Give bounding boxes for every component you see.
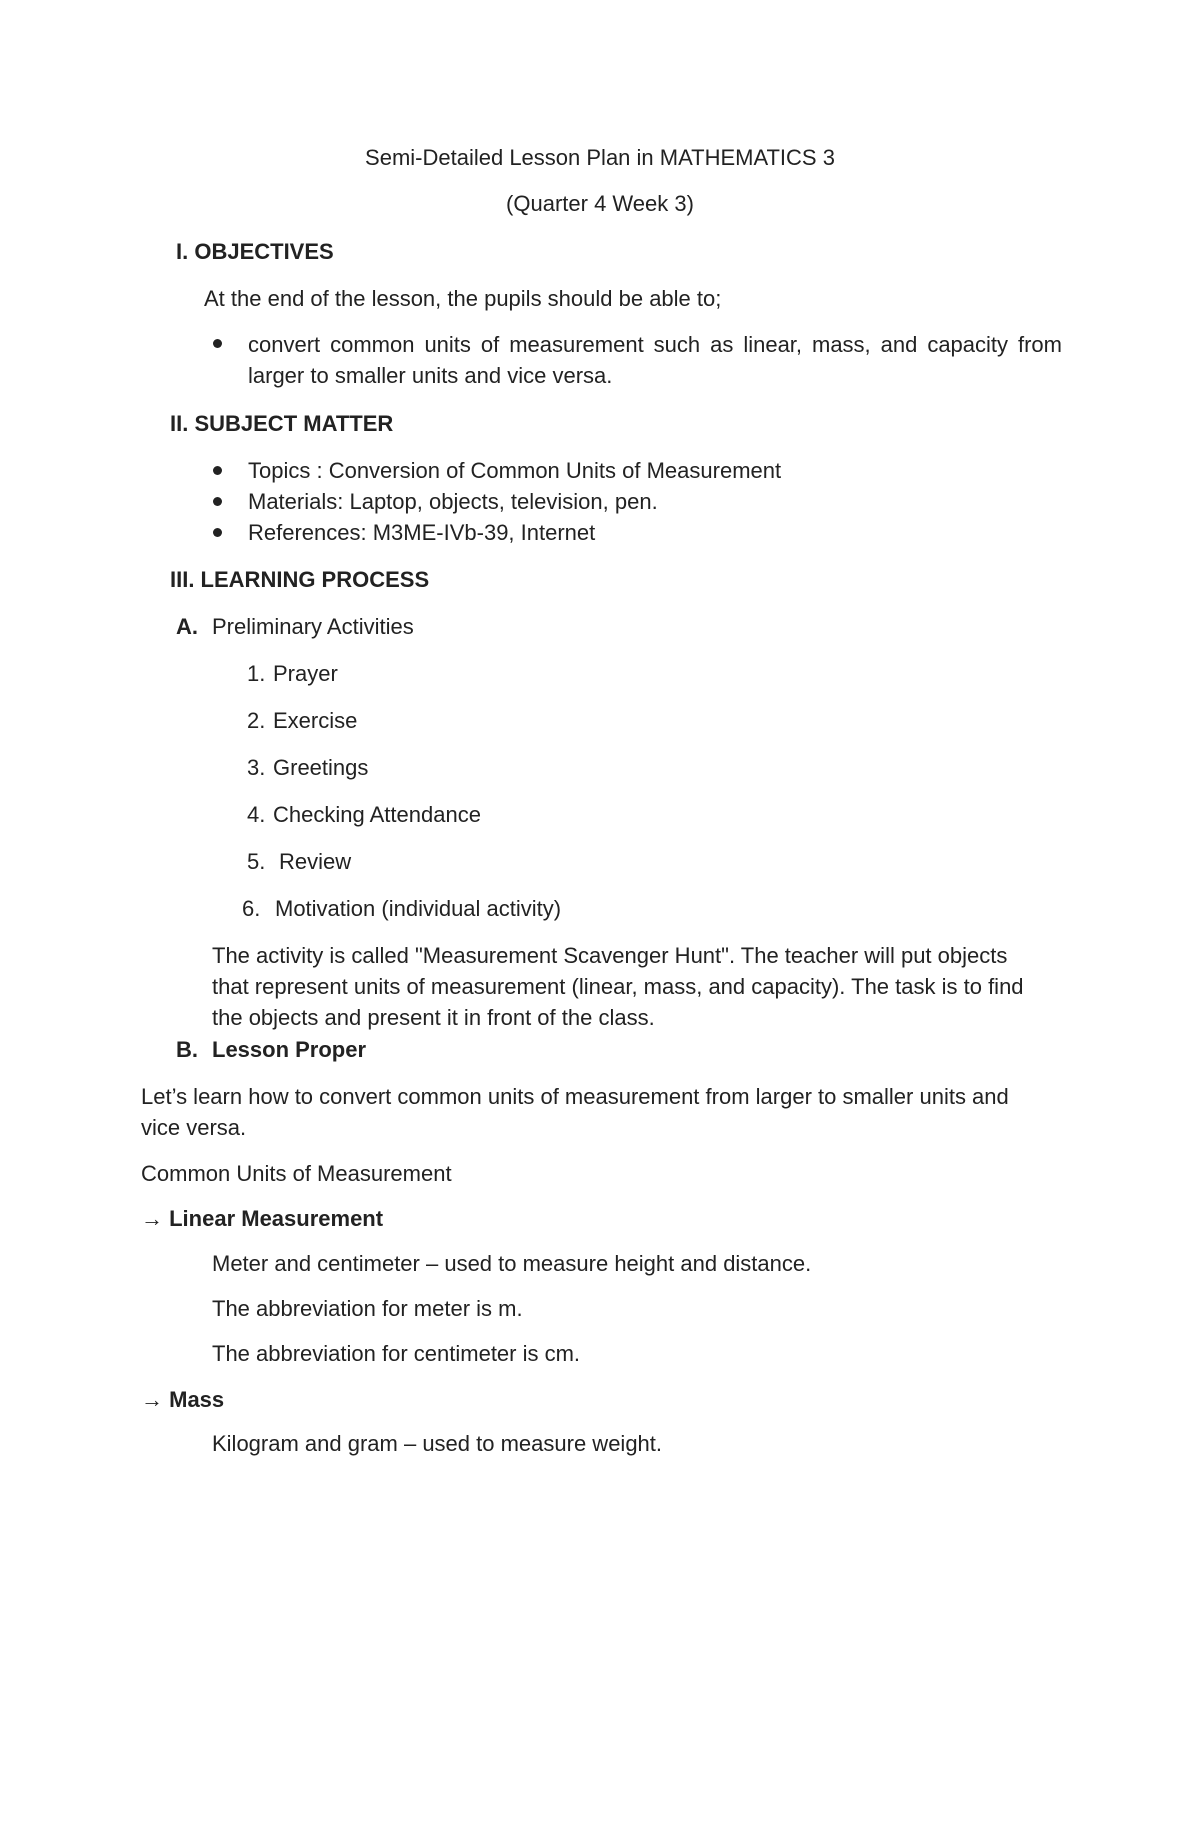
linear-line: The abbreviation for meter is m. <box>212 1296 523 1321</box>
preliminary-letter: A. <box>176 614 198 639</box>
step-number: 2. <box>247 708 266 733</box>
step-number: 4. <box>247 802 266 827</box>
lesson-proper-letter: B. <box>176 1037 198 1062</box>
step-text: Motivation (individual activity) <box>275 896 562 921</box>
bullet-icon <box>213 528 222 537</box>
objectives-intro: At the end of the lesson, the pupils should be able to; <box>204 286 722 311</box>
step-number: 6. <box>242 896 261 921</box>
lesson-proper-title: Lesson Proper <box>212 1037 367 1062</box>
subject-matter-topics: Topics : Conversion of Common Units of Measurement <box>248 458 782 483</box>
objectives-heading: I. OBJECTIVES <box>176 239 334 264</box>
linear-heading: → Linear Measurement <box>141 1206 384 1231</box>
step-number: 5. <box>247 849 266 874</box>
linear-line: Meter and centimeter – used to measure height and distance. <box>212 1251 812 1276</box>
step-text: Review <box>279 849 352 874</box>
activity-description: The activity is called "Measurement Scavenger Hunt". The teacher will put objects that represent units of measurement (linear, mass, and capacity). The task is to find the objects and present it in front of the class. <box>212 943 1024 1031</box>
subject-matter-references: References: M3ME-IVb-39, Internet <box>248 520 596 545</box>
bullet-icon <box>213 466 222 475</box>
step-number: 3. <box>247 755 266 780</box>
step-text: Exercise <box>273 708 358 733</box>
bullet-icon <box>213 497 222 506</box>
step-text: Checking Attendance <box>273 802 481 827</box>
subject-matter-heading: II. SUBJECT MATTER <box>170 411 394 436</box>
mass-heading: → Mass <box>141 1387 225 1412</box>
learning-process-heading: III. LEARNING PROCESS <box>170 567 430 592</box>
linear-line: The abbreviation for centimeter is cm. <box>212 1341 581 1366</box>
units-heading: Common Units of Measurement <box>141 1161 452 1186</box>
objective-item: convert common units of measurement such as linear, mass, and capacity from larger to smaller units and vice versa. <box>248 332 1062 389</box>
subject-matter-materials: Materials: Laptop, objects, television, pen. <box>248 489 658 514</box>
step-text: Greetings <box>273 755 369 780</box>
step-number: 1. <box>247 661 266 686</box>
lesson-intro: Let’s learn how to convert common units of measurement from larger to smaller units and vice versa. <box>141 1084 1009 1141</box>
preliminary-title: Preliminary Activities <box>212 614 414 639</box>
page-title: Semi-Detailed Lesson Plan in MATHEMATICS 3 <box>365 145 835 170</box>
bullet-icon <box>213 339 222 348</box>
step-text: Prayer <box>273 661 338 686</box>
page-subtitle: (Quarter 4 Week 3) <box>506 191 694 216</box>
mass-line: Kilogram and gram – used to measure weight. <box>212 1431 663 1456</box>
